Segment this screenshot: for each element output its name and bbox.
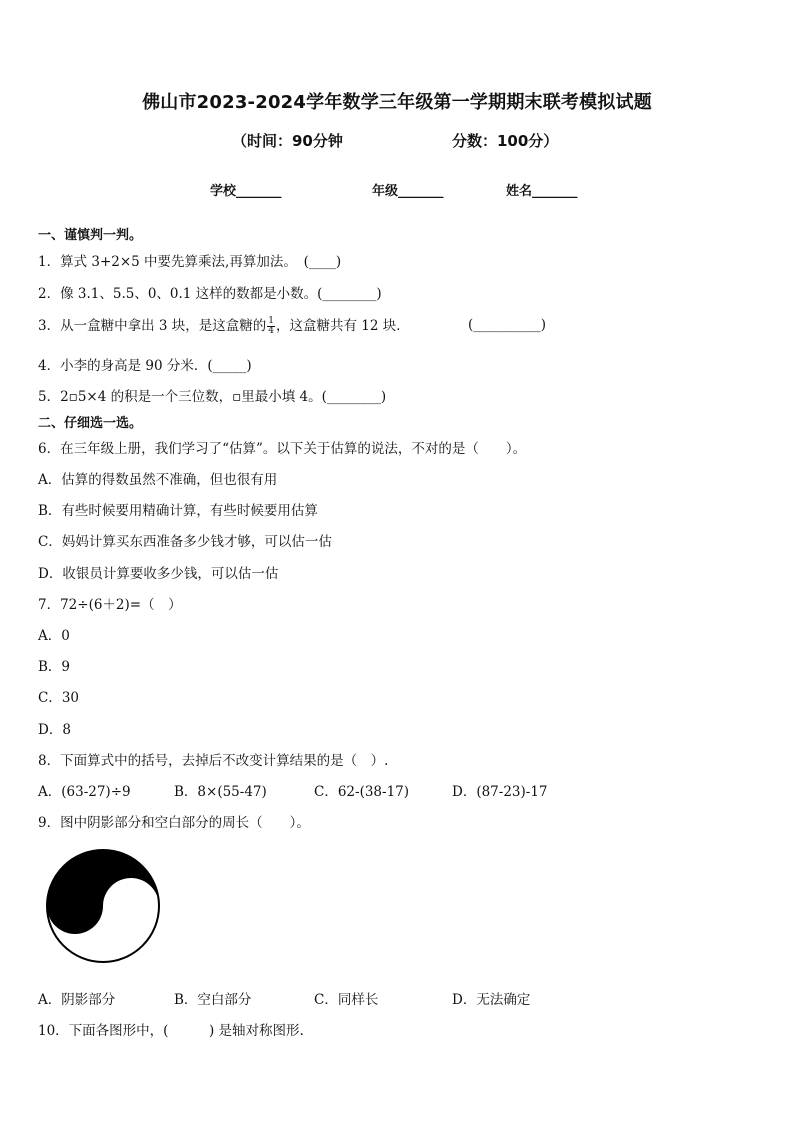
question-6: 6．在三年级上册，我们学习了“估算”。以下关于估算的说法，不对的是（ ）。 — [38, 441, 527, 457]
question-6-option-b: B．有些时候要用精确计算，有些时候要用估算 — [38, 503, 318, 519]
question-3-text-before: 3．从一盒糖中拿出 3 块，是这盒糖的 — [38, 318, 267, 334]
page-title: 佛山市2023-2024学年数学三年级第一学期期末联考模拟试题 — [142, 92, 652, 113]
question-7-option-c: C．30 — [38, 690, 80, 706]
question-6-option-a: A．估算的得数虽然不准确，但也很有用 — [38, 472, 278, 488]
question-3-text-after: ，这盒糖共有 12 块． — [276, 318, 410, 334]
question-6-option-c: C．妈妈计算买东西准备多少钱才够，可以估一估 — [38, 534, 332, 550]
school-field: 学校_______ — [210, 184, 282, 199]
question-3 — [38, 314, 410, 336]
exam-time: （时间：90分钟 — [232, 132, 343, 150]
question-9-option-c: C．同样长 — [314, 992, 379, 1008]
question-7-option-a: A．0 — [38, 628, 70, 644]
question-9-option-a: A．阴影部分 — [38, 992, 116, 1008]
question-9-option-d: D．无法确定 — [452, 992, 531, 1008]
exam-score: 分数：100分） — [452, 132, 559, 150]
name-field: 姓名_______ — [506, 184, 578, 199]
fraction-numerator: 1 — [268, 316, 274, 326]
question-8: 8．下面算式中的括号，去掉后不改变计算结果的是（ ）. — [38, 753, 389, 769]
question-7: 7．72÷(6＋2)=（ ） — [38, 597, 182, 613]
question-5: 5．2▫5×4 的积是一个三位数，▫里最小填 4。(________) — [38, 389, 387, 405]
question-8-option-d: D．(87-23)-17 — [452, 784, 548, 800]
question-3-blank: (__________) — [468, 317, 547, 333]
question-4: 4．小李的身高是 90 分米．(_____) — [38, 358, 252, 374]
section-2-title: 二、仔细选一选。 — [38, 416, 143, 431]
fraction-one-quarter — [267, 317, 275, 336]
yin-yang-figure — [45, 848, 161, 964]
question-7-option-d: D．8 — [38, 722, 71, 738]
grade-field: 年级_______ — [372, 184, 444, 199]
section-1-title: 一、谨慎判一判。 — [38, 228, 143, 243]
question-8-option-c: C．62-(38-17) — [314, 784, 410, 800]
question-6-option-d: D．收银员计算要收多少钱，可以估一估 — [38, 566, 279, 582]
question-7-option-b: B．9 — [38, 659, 71, 675]
question-1: 1．算式 3+2×5 中要先算乘法,再算加法。 (____) — [38, 254, 342, 270]
question-8-option-b: B．8×(55-47) — [174, 784, 267, 800]
question-10: 10．下面各图形中，( ) 是轴对称图形. — [38, 1023, 304, 1039]
question-9-option-b: B．空白部分 — [174, 992, 252, 1008]
question-2: 2．像 3.1、5.5、0、0.1 这样的数都是小数。(________) — [38, 286, 382, 302]
question-8-option-a: A．(63-27)÷9 — [38, 784, 131, 800]
fraction-denominator: 4 — [268, 326, 274, 336]
question-9: 9．图中阴影部分和空白部分的周长（ ）。 — [38, 815, 310, 831]
